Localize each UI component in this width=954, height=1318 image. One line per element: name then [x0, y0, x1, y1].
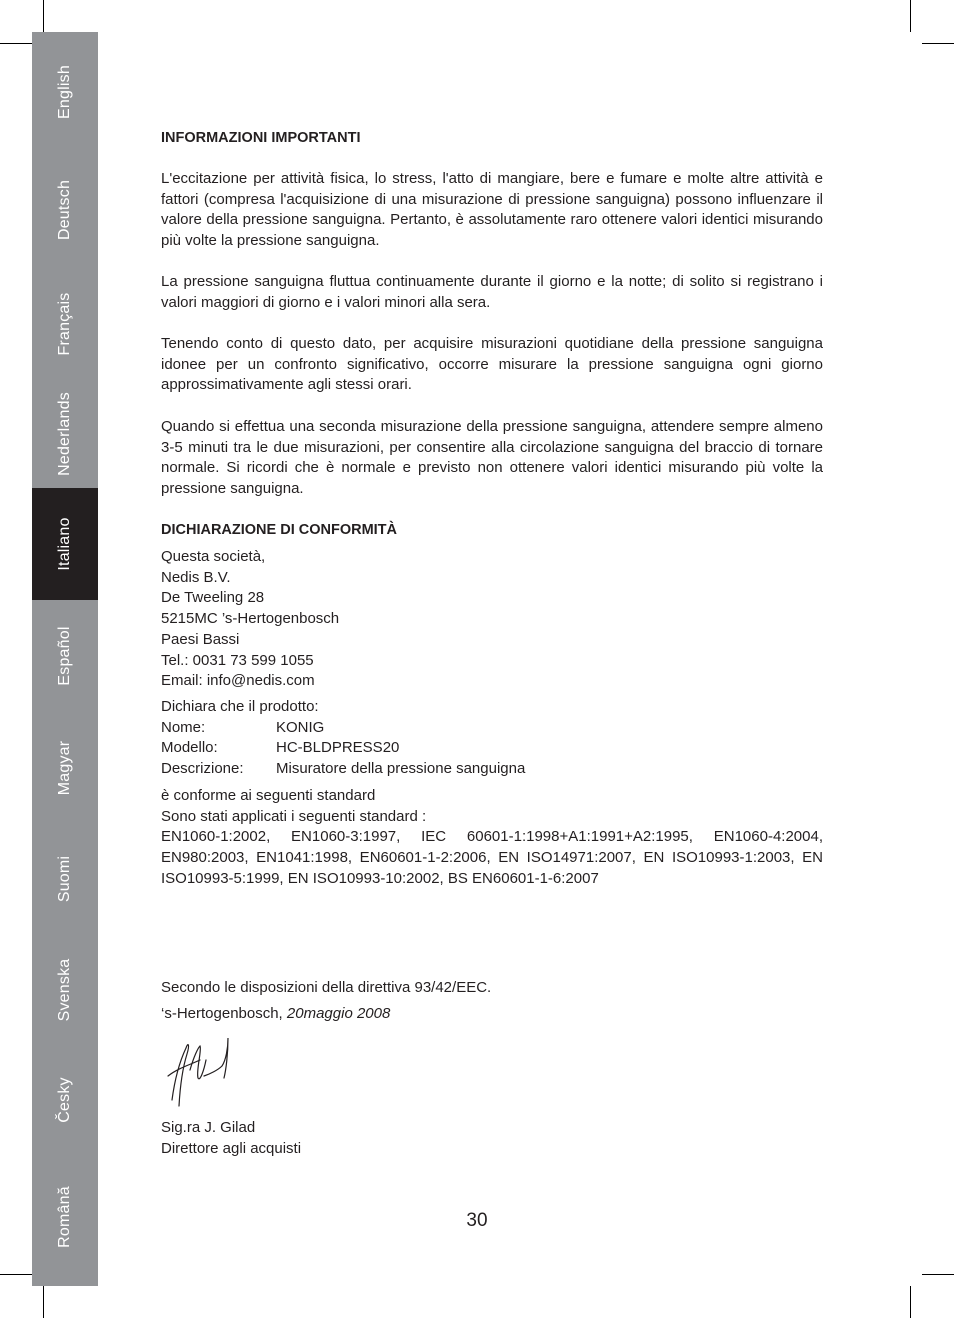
address-line: Questa società,	[161, 548, 266, 565]
lang-tab-label: Română	[56, 1186, 73, 1248]
declares-text: Dichiara che il prodotto:	[161, 698, 319, 715]
product-value: KONIG	[276, 718, 325, 736]
lang-tab-nederlands	[32, 380, 98, 488]
company-address	[161, 547, 823, 692]
product-row	[161, 718, 823, 739]
lang-tab-label: Français	[56, 292, 73, 356]
lang-tab-suomi	[32, 824, 98, 934]
product-label: Descrizione:	[161, 760, 244, 778]
section-heading-important-info: INFORMAZIONI IMPORTANTI	[161, 130, 361, 146]
crop-mark	[922, 1274, 954, 1275]
product-row	[161, 738, 823, 759]
address-line: De Tweeling 28	[161, 589, 265, 607]
address-line: Nedis B.V.	[161, 568, 231, 586]
signer-name: Sig.ra J. Gilad	[161, 1119, 256, 1136]
address-line: Tel.: 0031 73 599 1055	[161, 651, 314, 669]
place-date	[161, 1004, 823, 1025]
address-line: Email: info@nedis.com	[161, 672, 315, 690]
lang-tab-label: Deutsch	[56, 179, 73, 241]
crop-mark	[910, 1286, 911, 1318]
lang-tab-label: Suomi	[56, 855, 73, 903]
crop-mark	[922, 43, 954, 44]
paragraph: L'eccitazione per attività fisica, lo stress, l'atto di mangiare, bere e fumare e molte altre attività e fattori (compresa l'acquisizione di una misurazione di pressione sanguigna) possono influenzare il valore della pressione sanguigna. Pertanto, è assolutamente raro ottenere valori identici misurando più volte la pressione sanguigna.	[161, 170, 823, 250]
crop-mark	[0, 1274, 32, 1275]
language-sidebar	[32, 32, 98, 1286]
lang-tab-label: Svenska	[56, 958, 73, 1022]
applied-text: Sono stati applicati i seguenti standard :	[161, 807, 427, 825]
paragraph: La pressione sanguigna fluttua continuamente durante il giorno e la notte; di solito si registrano i valori maggiori di giorno e i valori minori alla sera.	[161, 273, 823, 311]
lang-tab-magyar	[32, 712, 98, 824]
lang-tab-romana	[32, 1154, 98, 1280]
signer-title: Direttore agli acquisti	[161, 1139, 302, 1157]
directive-text: Secondo le disposizioni della direttiva 93/42/EEC.	[161, 979, 492, 996]
signer-block	[161, 1118, 823, 1159]
crop-mark	[43, 1286, 44, 1318]
date: 20maggio 2008	[286, 1005, 391, 1022]
lang-tab-label: Česky	[56, 1077, 73, 1123]
product-value: HC-BLDPRESS20	[276, 739, 400, 757]
address-line: Paesi Bassi	[161, 630, 240, 648]
crop-mark	[43, 0, 44, 32]
conforms-text: è conforme ai seguenti standard	[161, 787, 376, 804]
lang-tab-english	[32, 32, 98, 152]
standards-list: EN1060-1:2002, EN1060-3:1997, IEC 60601-1:1998+A1:1991+A2:1995, EN1060-4:2004, EN980:2003, EN1041:1998, EN60601-1-2:2006, EN ISO14971:2007, EN ISO10993-1:2003, EN ISO10993-5:1999, EN ISO10993-10:2002, BS EN60601-1-6:2007	[161, 828, 823, 887]
address-line: 5215MC ’s-Hertogenbosch	[161, 610, 340, 628]
lang-tab-label: English	[56, 65, 73, 119]
lang-tab-cesky	[32, 1046, 98, 1154]
lang-tab-deutsch	[32, 152, 98, 268]
lang-tab-label: Español	[56, 626, 73, 686]
page-number: 30	[466, 1210, 488, 1231]
product-value: Misuratore della pressione sanguigna	[276, 760, 526, 778]
lang-tab-svenska	[32, 934, 98, 1046]
signature-image	[160, 1030, 240, 1110]
paragraph: Tenendo conto di questo dato, per acquisire misurazioni quotidiane della pressione sanguigna idonee per un confronto significativo, occorre misurare la pressione sanguigna ogni giorno approssimativamente agli stessi orari.	[161, 335, 823, 394]
lang-tab-label: Nederlands	[56, 392, 73, 476]
place: ‘s-Hertogenbosch,	[161, 1005, 283, 1022]
crop-mark	[0, 43, 32, 44]
product-label: Modello:	[161, 739, 218, 757]
product-row	[161, 759, 823, 780]
product-declaration	[161, 697, 823, 780]
lang-tab-francais	[32, 268, 98, 380]
paragraph: Quando si effettua una seconda misurazione della pressione sanguigna, attendere sempre almeno 3-5 minuti tra le due misurazioni, per consentire alla circolazione sanguigna del braccio di tornare normale. Si ricordi che è normale e previsto non ottenere valori identici misurando più volte la pressione sanguigna.	[161, 418, 823, 498]
lang-tab-label: Italiano	[56, 517, 73, 571]
section-heading-declaration: DICHIARAZIONE DI CONFORMITÀ	[161, 522, 398, 538]
product-label: Nome:	[161, 718, 206, 736]
lang-tab-italiano	[32, 488, 98, 600]
crop-mark	[910, 0, 911, 32]
lang-tab-espanol	[32, 600, 98, 712]
standards-block	[161, 786, 823, 890]
lang-tab-label: Magyar	[56, 740, 73, 796]
